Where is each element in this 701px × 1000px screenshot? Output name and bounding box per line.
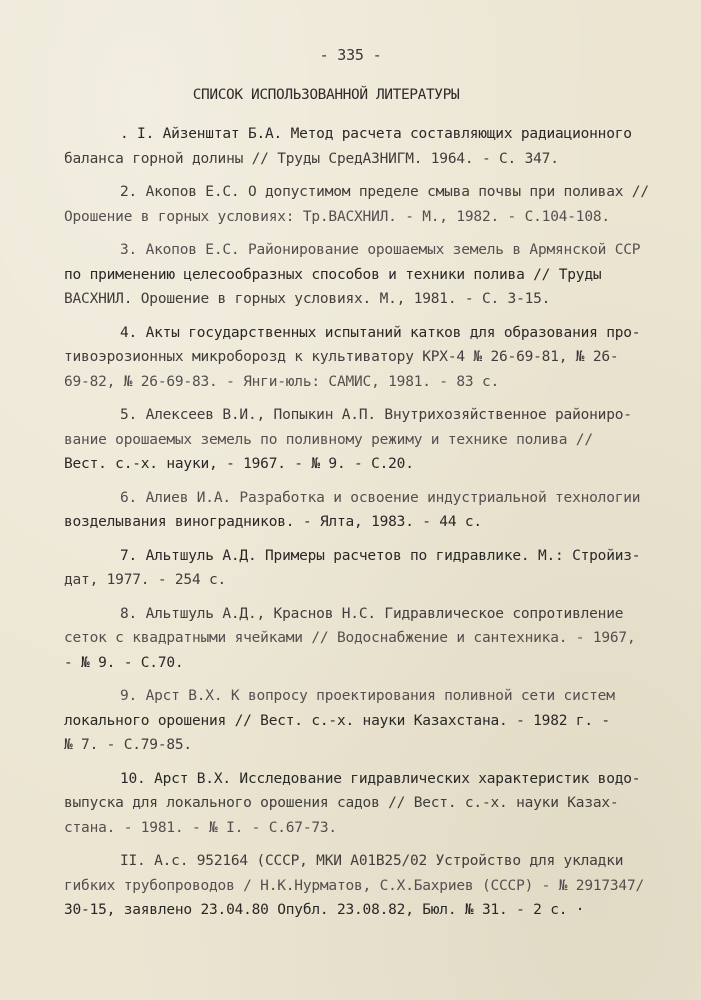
reference-entry bbox=[64, 602, 634, 676]
reference-continuation-line: Вест. с.-х. науки, - 1967. - № 9. - С.20. bbox=[64, 456, 414, 472]
reference-entry bbox=[64, 486, 641, 535]
reference-continuation-line: сеток с квадратными ячейками // Водоснабжение и сантехника. - 1967, bbox=[64, 630, 636, 646]
reference-entry bbox=[64, 180, 649, 229]
reference-continuation-line: по применению целесообразных способов и техники полива // Труды bbox=[64, 266, 602, 283]
reference-entry bbox=[64, 767, 641, 841]
reference-entry bbox=[64, 321, 641, 395]
page-number: - 335 - bbox=[319, 46, 382, 64]
reference-continuation-line: 69-82, № 26-69-83. - Янги-юль: САМИС, 1981. - 83 с. bbox=[64, 373, 500, 390]
reference-continuation-line: дат, 1977. - 254 с. bbox=[64, 572, 227, 588]
reference-continuation-line: выпуска для локального орошения садов // Вест. с.-х. науки Казах- bbox=[64, 795, 619, 811]
reference-first-line: II. А.с. 952164 (СССР, МКИ А01В25/02 Устройство для укладки bbox=[120, 853, 624, 869]
reference-first-line: 3. Акопов Е.С. Районирование орошаемых земель в Армянской ССР bbox=[120, 242, 641, 258]
reference-entry bbox=[64, 684, 634, 758]
reference-first-line: 4. Акты государственных испытаний катков для образования про- bbox=[120, 324, 641, 341]
reference-continuation-line: возделывания виноградников. - Ялта, 1983. - 44 с. bbox=[64, 514, 482, 530]
reference-continuation-line: Орошение в горных условиях: Тр.ВАСХНИЛ. - М., 1982. - С.104-108. bbox=[64, 208, 610, 225]
reference-continuation-line: тивоэрозионных микроборозд к культиватору КРХ-4 № 26-69-81, № 26- bbox=[64, 349, 619, 365]
reference-first-line: 6. Алиев И.А. Разработка и освоение индустриальной технологии bbox=[120, 489, 641, 506]
bibliography-heading: СПИСОК ИСПОЛЬЗОВАННОЙ ЛИТЕРАТУРЫ bbox=[192, 87, 460, 103]
reference-continuation-line: стана. - 1981. - № I. - С.67-73. bbox=[64, 819, 337, 836]
reference-entry bbox=[64, 849, 645, 923]
reference-continuation-line: № 7. - С.79-85. bbox=[64, 737, 192, 753]
reference-first-line: 7. Альтшуль А.Д. Примеры расчетов по гидравлике. М.: Стройиз- bbox=[120, 547, 641, 564]
reference-continuation-line: гибких трубопроводов / Н.К.Нурматов, С.Х.Бахриев (СССР) - № 2917347/ bbox=[64, 877, 645, 894]
reference-first-line: 8. Альтшуль А.Д., Краснов Н.С. Гидравлическое сопротивление bbox=[120, 605, 624, 622]
reference-first-line: . I. Айзенштат Б.А. Метод расчета составляющих радиационного bbox=[120, 126, 632, 142]
reference-continuation-line: вание орошаемых земель по поливному режиму и технике полива // bbox=[64, 431, 593, 448]
reference-first-line: 5. Алексеев В.И., Попыкин А.П. Внутрихозяйственное райониро- bbox=[120, 407, 632, 423]
reference-first-line: 10. Арст В.Х. Исследование гидравлических характеристик водо- bbox=[120, 770, 641, 787]
reference-continuation-line: 30-15, заявлено 23.04.80 Опубл. 23.08.82, Бюл. № 31. - 2 с. · bbox=[64, 902, 585, 918]
reference-first-line: 2. Акопов Е.С. О допустимом пределе смыва почвы при поливах // bbox=[120, 184, 649, 200]
reference-entry bbox=[64, 122, 634, 171]
reference-entry bbox=[64, 238, 641, 312]
reference-continuation-line: баланса горной долины // Труды СредАЗНИГМ. 1964. - С. 347. bbox=[64, 150, 559, 167]
reference-list bbox=[64, 122, 649, 932]
reference-entry bbox=[64, 544, 641, 593]
reference-continuation-line: локального орошения // Вест. с.-х. науки Казахстана. - 1982 г. - bbox=[64, 712, 610, 729]
reference-first-line: 9. Арст В.Х. К вопросу проектирования поливной сети систем bbox=[120, 688, 615, 704]
reference-continuation-line: ВАСХНИЛ. Орошение в горных условиях. М., 1981. - С. 3-15. bbox=[64, 291, 551, 307]
reference-continuation-line: - № 9. - С.70. bbox=[64, 654, 184, 671]
reference-entry bbox=[64, 403, 634, 477]
